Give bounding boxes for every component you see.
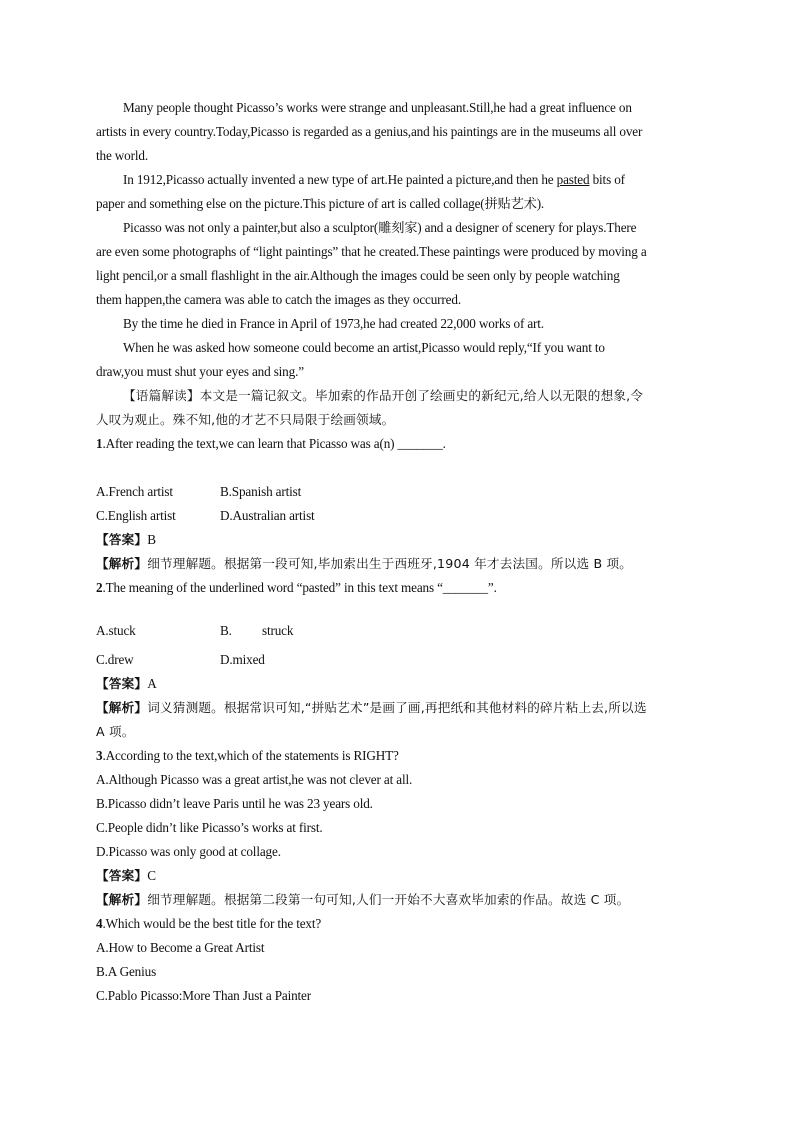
question-stem [96, 580, 497, 596]
question-number: 1 [96, 436, 103, 451]
passage-line: Picasso was not only a painter,but also a sculptor(雕刻家) and a designer of scenery for plays.There [123, 220, 637, 235]
passage-line: paper and something else on the picture.This picture of art is called collage(拼贴艺术). [96, 196, 545, 211]
option: A.stuck [96, 623, 136, 638]
option: A.Although Picasso was a great artist,he was not clever at all. [96, 772, 413, 787]
option: D.Australian artist [220, 508, 315, 523]
passage-line [123, 172, 625, 188]
explanation-text: 词义猜测题。根据常识可知,“拼贴艺术”是画了画,再把纸和其他材料的碎片粘上去,所以选 [147, 700, 647, 715]
answer-line [96, 868, 156, 884]
passage-line: Many people thought Picasso’s works were strange and unpleasant.Still,he had a great influence on [123, 100, 632, 115]
option: struck [262, 623, 294, 638]
passage-line: draw,you must shut your eyes and sing.” [96, 364, 304, 379]
question-text: .Which would be the best title for the text? [102, 916, 322, 931]
option: C.Pablo Picasso:More Than Just a Painter [96, 988, 311, 1003]
answer-label: 【答案】 [96, 676, 148, 691]
option: C.People didn’t like Picasso’s works at first. [96, 820, 323, 835]
option: B.Spanish artist [220, 484, 302, 499]
answer-label: 【答案】 [96, 532, 148, 547]
explanation-text: 细节理解题。根据第一段可知,毕加索出生于西班牙,1904 年才去法国。所以选 B 项。 [147, 556, 633, 571]
question-stem [96, 436, 446, 452]
passage-line: By the time he died in France in April of 1973,he had created 22,000 works of art. [123, 316, 544, 331]
passage-line: When he was asked how someone could become an artist,Picasso would reply,“If you want to [123, 340, 605, 355]
explanation-line [96, 892, 629, 908]
option: C.English artist [96, 508, 176, 523]
discourse-analysis: 【语篇解读】本文是一篇记叙文。毕加索的作品开创了绘画史的新纪元,给人以无限的想象,令 [123, 388, 644, 403]
question-number: 2 [96, 580, 103, 595]
option: D.mixed [220, 652, 265, 667]
passage-line: artists in every country.Today,Picasso is regarded as a genius,and his paintings are in the museums all over [96, 124, 643, 139]
question-stem [96, 748, 399, 764]
option: D.Picasso was only good at collage. [96, 844, 281, 859]
option: A.How to Become a Great Artist [96, 940, 265, 955]
discourse-analysis: 人叹为观止。殊不知,他的才艺不只局限于绘画领域。 [96, 412, 395, 427]
underlined-word: pasted [556, 172, 590, 187]
explanation-label: 【解析】 [96, 892, 148, 907]
passage-text: bits of [589, 172, 625, 187]
answer-value: B [147, 532, 156, 547]
option: A.French artist [96, 484, 173, 499]
option: B. [220, 623, 232, 638]
question-text: .After reading the text,we can learn that Picasso was a(n) _______. [102, 436, 446, 451]
option: B.A Genius [96, 964, 157, 979]
passage-line: them happen,the camera was able to catch the images as they occurred. [96, 292, 461, 307]
answer-line [96, 676, 157, 692]
question-text: .The meaning of the underlined word “pasted” in this text means “_______”. [102, 580, 497, 595]
explanation-text: 细节理解题。根据第二段第一句可知,人们一开始不大喜欢毕加索的作品。故选 C 项。 [147, 892, 630, 907]
question-number: 3 [96, 748, 103, 763]
explanation-label: 【解析】 [96, 700, 148, 715]
option: C.drew [96, 652, 134, 667]
passage-text: In 1912,Picasso actually invented a new type of art.He painted a picture,and then he [123, 172, 557, 187]
passage-line: are even some photographs of “light paintings” that he created.These paintings were produced by moving a [96, 244, 647, 259]
question-text: .According to the text,which of the statements is RIGHT? [102, 748, 399, 763]
explanation-label: 【解析】 [96, 556, 148, 571]
option: B.Picasso didn’t leave Paris until he was 23 years old. [96, 796, 373, 811]
answer-value: C [147, 868, 156, 883]
explanation-line [96, 700, 647, 716]
answer-label: 【答案】 [96, 868, 148, 883]
explanation-text: A 项。 [96, 724, 135, 739]
answer-line [96, 532, 156, 548]
question-stem [96, 916, 321, 932]
answer-value: A [147, 676, 157, 691]
passage-line: light pencil,or a small flashlight in the air.Although the images could be seen only by people watching [96, 268, 620, 283]
passage-line: the world. [96, 148, 148, 163]
explanation-line [96, 556, 632, 572]
question-number: 4 [96, 916, 103, 931]
